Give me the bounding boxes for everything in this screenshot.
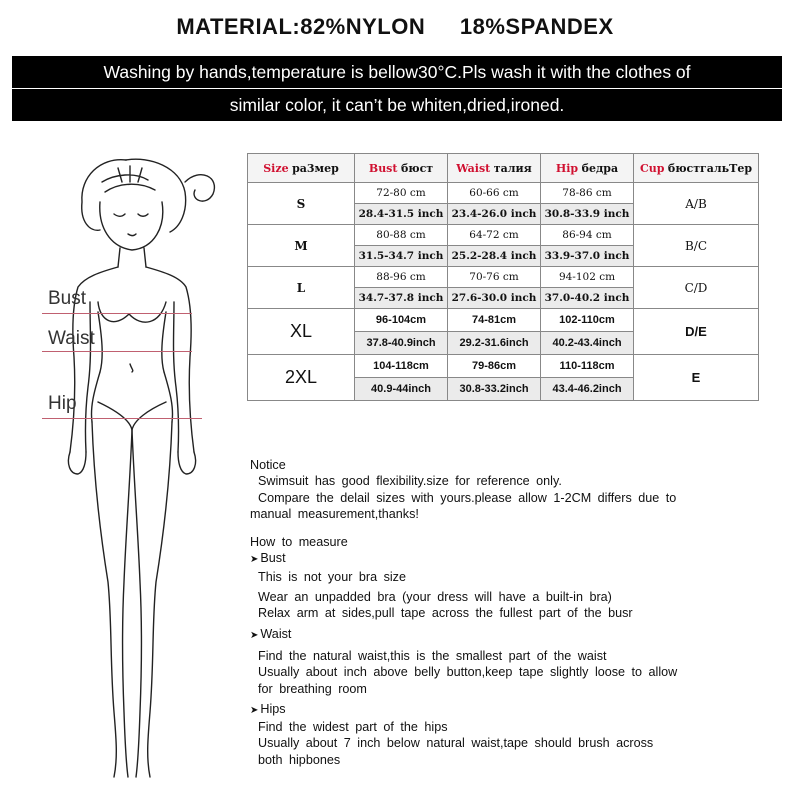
bust-line: Wear an unpadded bra (your dress will have a built-in bra)	[258, 590, 612, 605]
size-cell: M	[248, 225, 355, 267]
waist-line: Usually about inch above belly button,keep tape slightly loose to allow	[258, 665, 678, 680]
bullet-arrow-icon: ➤	[250, 629, 259, 641]
size-cell: L	[248, 267, 355, 309]
figure-label-waist: Waist	[48, 328, 95, 349]
table-row	[248, 355, 759, 378]
waist-inch-cell: 25.2-28.4 inch	[448, 246, 541, 267]
bullet-arrow-icon: ➤	[250, 554, 259, 566]
hip-inch-cell: 30.8-33.9 inch	[541, 204, 634, 225]
waist-section-title: Waist	[260, 626, 292, 641]
how-to-measure-title: How to measure	[250, 535, 348, 550]
cup-cell: A/B	[634, 183, 759, 225]
bust-cm-cell: 80-88 cm	[355, 225, 448, 246]
waist-cm-cell: 74-81cm	[448, 309, 541, 332]
material-title	[0, 14, 790, 40]
header-waist-en: Waist	[456, 161, 491, 175]
notice-line: Compare the delail sizes with yours.please allow 1-2CM differs due to	[258, 490, 677, 505]
wash-instructions-line2: similar color, it can’t be whiten,dried,ironed.	[12, 89, 782, 121]
notice-title: Notice	[250, 458, 286, 472]
size-cell: S	[248, 183, 355, 225]
waist-inch-cell: 27.6-30.0 inch	[448, 288, 541, 309]
header-cup-ru: бюстгальТер	[667, 161, 753, 175]
bust-line	[42, 313, 192, 314]
header-bust-en: Bust	[368, 161, 398, 175]
bust-cm-cell: 96-104cm	[355, 309, 448, 332]
bust-cm-cell: 72-80 cm	[355, 183, 448, 204]
bullet-arrow-icon: ➤	[250, 704, 259, 716]
size-cell: XL	[248, 309, 355, 355]
hip-cm-cell: 86-94 cm	[541, 225, 634, 246]
hip-inch-cell: 37.0-40.2 inch	[541, 288, 634, 309]
notice-line: Swimsuit has good flexibility.size for reference only.	[258, 474, 562, 489]
header-waist-ru: талия	[493, 161, 532, 175]
table-row	[248, 225, 759, 246]
size-chart-table	[247, 153, 759, 401]
table-row	[248, 267, 759, 288]
hip-cm-cell: 102-110cm	[541, 309, 634, 332]
bust-line: Relax arm at sides,pull tape across the fullest part of the busr	[258, 606, 633, 621]
hip-cm-cell: 94-102 cm	[541, 267, 634, 288]
hips-section-title: Hips	[260, 701, 286, 716]
header-hip	[541, 154, 634, 183]
cup-cell: B/C	[634, 225, 759, 267]
bust-inch-cell: 40.9-44inch	[355, 378, 448, 401]
waist-line: for breathing room	[258, 681, 367, 696]
bust-line: This is not your bra size	[258, 569, 406, 584]
waist-cm-cell: 79-86cm	[448, 355, 541, 378]
waist-cm-cell: 70-76 cm	[448, 267, 541, 288]
body-figure-illustration	[30, 152, 250, 787]
header-bust	[355, 154, 448, 183]
wash-instructions-line1: Washing by hands,temperature is bellow30°C.Pls wash it with the clothes of	[12, 56, 782, 88]
cup-cell: D/E	[634, 309, 759, 355]
bust-inch-cell: 34.7-37.8 inch	[355, 288, 448, 309]
measure-guide	[250, 457, 786, 768]
cup-cell: C/D	[634, 267, 759, 309]
waist-line: Find the natural waist,this is the smallest part of the waist	[258, 648, 607, 663]
header-cup	[634, 154, 759, 183]
waist-inch-cell: 29.2-31.6inch	[448, 332, 541, 355]
waist-inch-cell: 23.4-26.0 inch	[448, 204, 541, 225]
header-hip-ru: бедра	[581, 161, 619, 175]
bust-inch-cell: 31.5-34.7 inch	[355, 246, 448, 267]
header-cup-en: Cup	[639, 161, 665, 175]
table-row	[248, 183, 759, 204]
waist-inch-cell: 30.8-33.2inch	[448, 378, 541, 401]
bust-cm-cell: 104-118cm	[355, 355, 448, 378]
hip-cm-cell: 110-118cm	[541, 355, 634, 378]
table-row	[248, 309, 759, 332]
header-waist	[448, 154, 541, 183]
material-spandex: 18%SPANDEX	[459, 14, 614, 39]
waist-line	[42, 351, 192, 352]
hips-line: Usually about 7 inch below natural waist,tape should brush across	[258, 736, 654, 751]
hips-line: Find the widest part of the hips	[258, 720, 448, 735]
waist-cm-cell: 64-72 cm	[448, 225, 541, 246]
header-size-ru: pa3мep	[292, 161, 339, 175]
bust-cm-cell: 88-96 cm	[355, 267, 448, 288]
bust-inch-cell: 28.4-31.5 inch	[355, 204, 448, 225]
bust-inch-cell: 37.8-40.9inch	[355, 332, 448, 355]
hips-line: both hipbones	[258, 752, 341, 767]
figure-label-bust: Bust	[48, 288, 87, 309]
hip-inch-cell: 33.9-37.0 inch	[541, 246, 634, 267]
hip-cm-cell: 78-86 cm	[541, 183, 634, 204]
header-size-en: Size	[263, 161, 289, 175]
bust-section-title: Bust	[260, 551, 286, 566]
material-nylon: MATERIAL:82%NYLON	[176, 14, 426, 39]
waist-cm-cell: 60-66 cm	[448, 183, 541, 204]
header-size	[248, 154, 355, 183]
cup-cell: E	[634, 355, 759, 401]
header-bust-ru: бюст	[400, 161, 434, 175]
size-cell: 2XL	[248, 355, 355, 401]
hip-line	[42, 418, 202, 419]
header-hip-en: Hip	[555, 161, 579, 175]
table-header-row	[248, 154, 759, 183]
notice-line: manual measurement,thanks!	[250, 506, 419, 521]
hip-inch-cell: 43.4-46.2inch	[541, 378, 634, 401]
figure-label-hip: Hip	[48, 393, 77, 414]
hip-inch-cell: 40.2-43.4inch	[541, 332, 634, 355]
